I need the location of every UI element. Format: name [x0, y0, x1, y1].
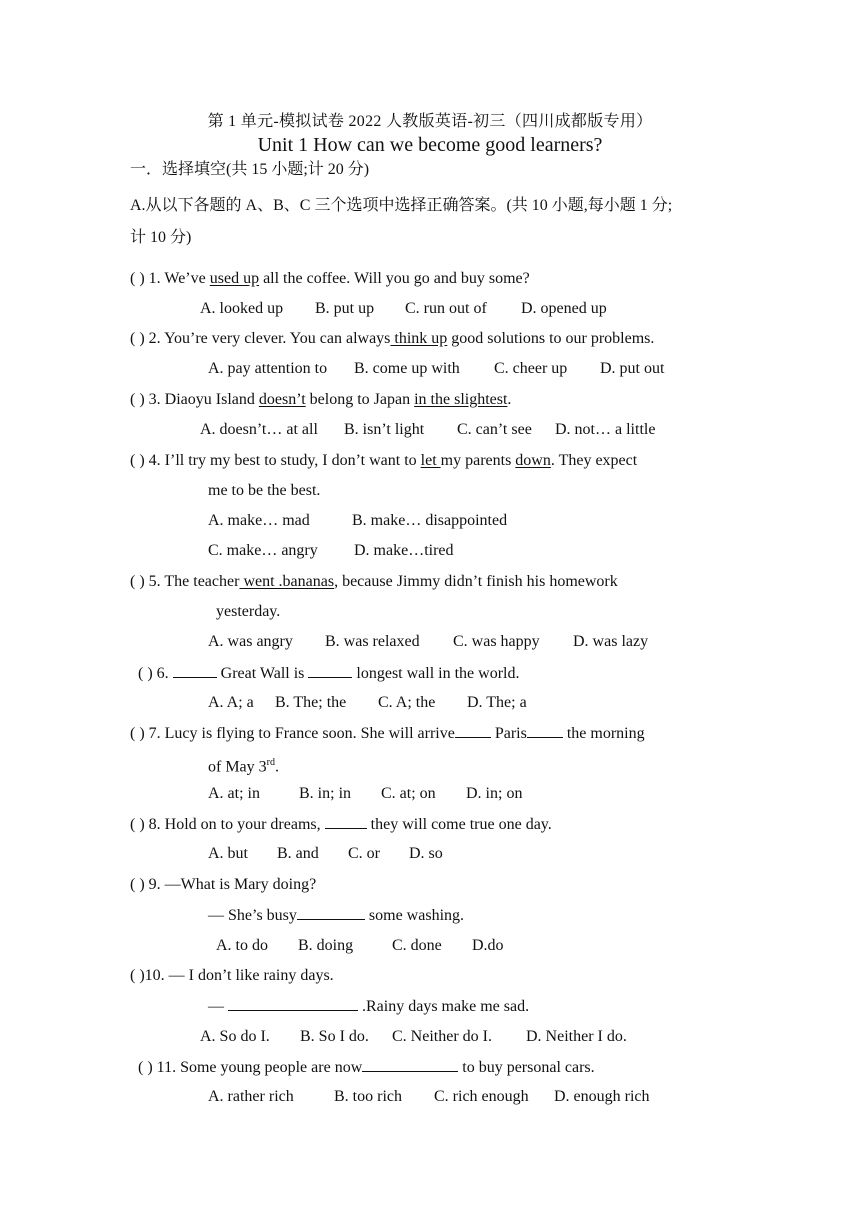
- option-c: C. at; on: [381, 785, 436, 802]
- question-6: ( ) 6. Great Wall is longest wall in the world.: [138, 665, 520, 682]
- option-b: B. So I do.: [300, 1028, 369, 1045]
- option-a: A. but: [208, 845, 248, 862]
- option-b: B. make… disappointed: [352, 512, 508, 529]
- question-number: 8.: [148, 816, 161, 833]
- answer-paren[interactable]: ( ): [130, 330, 145, 347]
- option-b: B. isn’t light: [344, 421, 425, 438]
- option-d: D. opened up: [521, 300, 607, 317]
- option-d: D. so: [409, 845, 443, 862]
- option-b: B. put up: [315, 300, 375, 317]
- option-c: C. make… angry: [208, 542, 318, 559]
- question-3: ( ) 3. Diaoyu Island doesn’t belong to Japan in the slightest.: [130, 391, 512, 408]
- question-4: ( ) 4. I’ll try my best to study, I don’t want to let my parents down. They expect: [130, 452, 638, 469]
- option-b: B. come up with: [354, 360, 460, 377]
- question-number: 4.: [148, 452, 161, 469]
- option-d: D. in; on: [466, 785, 523, 802]
- answer-blank[interactable]: [228, 996, 358, 1011]
- option-c: C. done: [392, 937, 442, 954]
- option-c: C. Neither do I.: [392, 1028, 492, 1045]
- option-d: D. put out: [600, 360, 665, 377]
- option-d: D. was lazy: [573, 633, 649, 650]
- options-4-row2: [208, 541, 454, 561]
- option-a: A. at; in: [208, 785, 260, 802]
- question-4-continuation: me to be the best.: [208, 482, 321, 499]
- options-8: [208, 844, 443, 864]
- question-5: ( ) 5. The teacher went .bananas, because Jimmy didn’t finish his homework: [130, 573, 618, 590]
- answer-blank[interactable]: [527, 723, 563, 738]
- answer-paren[interactable]: ( ): [130, 816, 145, 833]
- options-1: [200, 299, 607, 319]
- option-d: D. The; a: [467, 694, 527, 711]
- answer-paren[interactable]: ( ): [130, 725, 145, 742]
- option-a: A. to do: [216, 937, 268, 954]
- question-number: 6.: [156, 665, 169, 682]
- question-number: 9.: [148, 876, 161, 893]
- section-heading: 一．选择填空(共 15 小题;计 20 分): [130, 161, 370, 178]
- option-d: D.do: [472, 937, 504, 954]
- option-c: C. was happy: [453, 633, 540, 650]
- option-b: B. in; in: [299, 785, 352, 802]
- answer-paren[interactable]: ( ): [130, 391, 145, 408]
- question-number: 2.: [148, 330, 161, 347]
- option-c: C. rich enough: [434, 1088, 529, 1105]
- options-3: [200, 420, 655, 440]
- question-2: ( ) 2. You’re very clever. You can always think up good solutions to our problems.: [130, 330, 655, 347]
- options-6: [208, 693, 527, 713]
- question-10: ( )10. — I don’t like rainy days.: [130, 967, 334, 984]
- option-b: B. The; the: [275, 694, 347, 711]
- question-number: 3.: [148, 391, 161, 408]
- answer-blank[interactable]: [308, 663, 352, 678]
- question-number: 11.: [156, 1059, 177, 1076]
- answer-paren[interactable]: ( ): [138, 1059, 153, 1076]
- option-b: B. was relaxed: [325, 633, 420, 650]
- answer-paren[interactable]: ( ): [130, 967, 145, 984]
- options-10: [200, 1027, 627, 1047]
- question-10-continuation: — .Rainy days make me sad.: [208, 998, 530, 1015]
- option-a: A. pay attention to: [208, 360, 328, 377]
- exam-title-chinese: 第 1 单元-模拟试卷 2022 人教版英语-初三（四川成都版专用）: [207, 113, 653, 130]
- answer-paren[interactable]: ( ): [130, 270, 145, 287]
- options-2: [208, 359, 664, 379]
- options-9: [216, 936, 504, 956]
- option-a: A. A; a: [208, 694, 254, 711]
- answer-blank[interactable]: [455, 723, 491, 738]
- answer-paren[interactable]: ( ): [130, 573, 145, 590]
- options-4-row1: [208, 511, 507, 531]
- exam-title-english: Unit 1 How can we become good learners?: [257, 134, 603, 156]
- question-number: 10.: [144, 967, 165, 984]
- option-d: D. enough rich: [554, 1088, 650, 1105]
- option-a: A. looked up: [200, 300, 284, 317]
- option-c: C. can’t see: [457, 421, 532, 438]
- option-d: D. make…tired: [354, 542, 454, 559]
- answer-blank[interactable]: [362, 1057, 458, 1072]
- answer-paren[interactable]: ( ): [138, 665, 153, 682]
- option-c: C. or: [348, 845, 380, 862]
- option-a: A. make… mad: [208, 512, 310, 529]
- section-instruction-line2: 计 10 分): [130, 229, 192, 246]
- option-a: A. rather rich: [208, 1088, 294, 1105]
- option-b: B. doing: [298, 937, 354, 954]
- question-8: ( ) 8. Hold on to your dreams, they will come true one day.: [130, 816, 552, 833]
- question-11: ( ) 11. Some young people are now to buy personal cars.: [138, 1059, 595, 1076]
- option-a: A. So do I.: [200, 1028, 270, 1045]
- options-5: [208, 632, 648, 652]
- answer-blank[interactable]: [325, 814, 367, 829]
- section-instruction-line1: A.从以下各题的 A、B、C 三个选项中选择正确答案。(共 10 小题,每小题 1 分;: [130, 197, 673, 214]
- answer-blank[interactable]: [173, 663, 217, 678]
- option-c: C. A; the: [378, 694, 436, 711]
- option-a: A. was angry: [208, 633, 293, 650]
- question-number: 7.: [148, 725, 161, 742]
- question-number: 5.: [148, 573, 161, 590]
- option-a: A. doesn’t… at all: [200, 421, 318, 438]
- answer-paren[interactable]: ( ): [130, 452, 145, 469]
- option-c: C. run out of: [405, 300, 487, 317]
- options-11: [208, 1087, 650, 1107]
- option-d: D. not… a little: [555, 421, 656, 438]
- question-9: ( ) 9. —What is Mary doing?: [130, 876, 317, 893]
- answer-blank[interactable]: [297, 905, 365, 920]
- option-c: C. cheer up: [494, 360, 568, 377]
- question-7-continuation: of May 3rd.: [208, 757, 279, 776]
- question-5-continuation: yesterday.: [216, 603, 281, 620]
- option-b: B. and: [277, 845, 319, 862]
- question-1: ( ) 1. We’ve used up all the coffee. Will you go and buy some?: [130, 270, 530, 287]
- options-7: [208, 784, 522, 804]
- option-b: B. too rich: [334, 1088, 402, 1105]
- question-9-continuation: — She’s busy some washing.: [208, 907, 465, 924]
- option-d: D. Neither I do.: [526, 1028, 627, 1045]
- answer-paren[interactable]: ( ): [130, 876, 145, 893]
- question-7: ( ) 7. Lucy is flying to France soon. She will arrive Paris the morning: [130, 725, 645, 742]
- question-number: 1.: [148, 270, 161, 287]
